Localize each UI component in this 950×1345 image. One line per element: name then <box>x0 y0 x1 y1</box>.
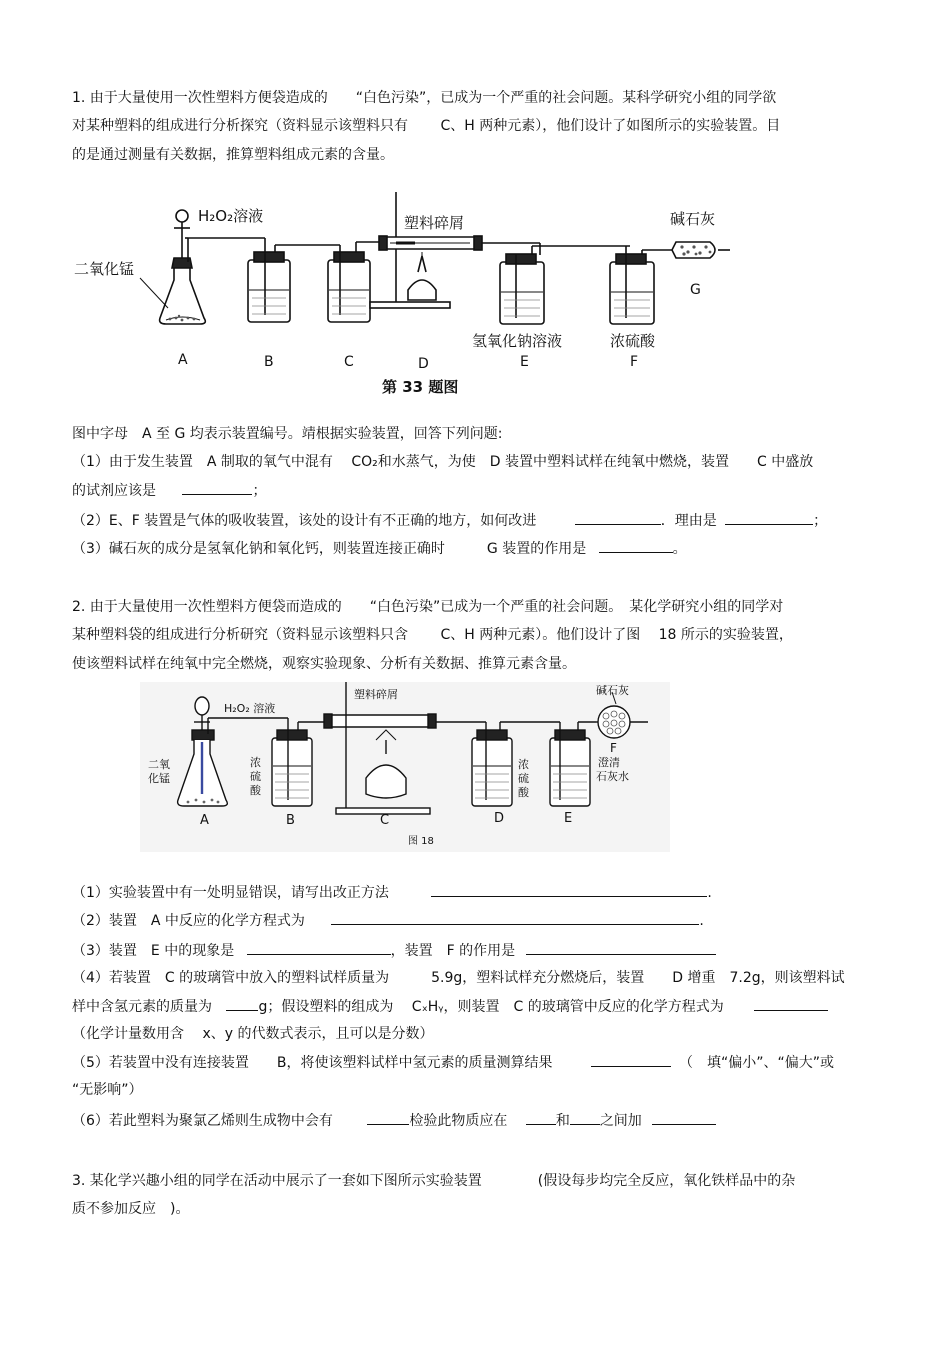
plastic-label: 塑料碎屑 <box>404 214 465 232</box>
q1-apparatus-figure <box>70 190 750 405</box>
h2o2-label-2: H₂O₂ 溶液 <box>224 702 276 715</box>
q2-s2-end: . <box>699 913 704 929</box>
q2-s2-answer-blank[interactable] <box>331 910 699 925</box>
label2-d: D <box>494 811 505 826</box>
q1-figure-caption: 第 33 题图 <box>382 378 459 396</box>
b-acid-label-2: 硫 <box>250 770 261 783</box>
q2-s3-role-blank[interactable] <box>526 940 716 955</box>
q2-s5-line2: “无影响”） <box>72 1082 143 1098</box>
q2-s5-line1 <box>72 1052 882 1073</box>
q2-s2-line <box>72 910 882 931</box>
q2-s4-equation-blank[interactable] <box>754 996 828 1011</box>
label-f: F <box>630 354 639 370</box>
limewater-label-1: 澄清 <box>598 756 620 769</box>
q2-figure-caption: 图 18 <box>408 836 434 847</box>
label-b: B <box>264 354 274 370</box>
sodalime-label: 碱石灰 <box>670 210 716 228</box>
q2-s2-text: （2）装置 A 中反应的化学方程式为 <box>72 913 305 929</box>
q2-s6-text4: 之间加 <box>599 1113 642 1129</box>
q2-s6-product-blank[interactable] <box>367 1110 409 1125</box>
q2-s1-answer-blank[interactable] <box>431 882 707 897</box>
q2-s3-phenomenon-blank[interactable] <box>247 940 391 955</box>
q1-s2-mid: ．理由是 <box>660 513 717 529</box>
q2-s5-text1: （5）若装置中没有连接装置 B，将使该塑料试样中氢元素的质量测算结果 <box>72 1055 553 1071</box>
q1-line-2: 对某种塑料的组成进行分析探究（资料显示该塑料只有 C、H 两种元素），他们设计了如图所示的实验装置。目 <box>72 118 781 134</box>
q3-line-1: 3. 某化学兴趣小组的同学在活动中展示了一套如下图所示实验装置 (假设每步均完全反应，氧化铁样品中的杂 <box>72 1173 796 1189</box>
q1-intro: 图中字母 A 至 G 均表示装置编号。靖根据实验装置，回答下列问题: <box>72 426 503 442</box>
q2-s1-end: . <box>707 885 712 901</box>
label-a: A <box>178 352 188 368</box>
label-e: E <box>520 354 529 370</box>
mno2-label: 二氧化锰 <box>74 260 135 278</box>
d-acid-label-1: 浓 <box>518 758 529 771</box>
mno2-label-2a: 二氧 <box>148 758 170 771</box>
q2-s6-text3: 和 <box>555 1113 570 1129</box>
q2-s6-text2: 检验此物质应在 <box>409 1113 508 1129</box>
q2-s4-mass-blank[interactable] <box>226 996 258 1011</box>
q2-s3-text: （3）装置 E 中的现象是 <box>72 943 235 959</box>
q2-s4-line2 <box>72 996 882 1017</box>
q2-s4-line3: （化学计量数用含 x、y 的代数式表示，且可以是分数） <box>72 1026 434 1042</box>
q1-line-1: 1. 由于大量使用一次性塑料方便袋造成的 “白色污染”，已成为一个严重的社会问题。某科学研究小组的同学欲 <box>72 90 777 106</box>
h2so4-label: 浓硫酸 <box>610 332 656 350</box>
b-acid-label-1: 浓 <box>250 756 261 769</box>
q2-apparatus-figure <box>140 682 670 852</box>
q2-line-2: 某种塑料袋的组成进行分析研究（资料显示该塑料只含 C、H 两种元素）。他们设计了图 18 所示的实验装置， <box>72 627 793 643</box>
q1-s1-text: 的试剂应该是 <box>72 483 156 499</box>
q2-s6-to-blank[interactable] <box>570 1110 600 1125</box>
q2-s3-mid: ，装置 F 的作用是 <box>390 943 516 959</box>
q1-s1-answer-blank[interactable] <box>182 480 252 495</box>
naoh-label: 氢氧化钠溶液 <box>472 332 563 350</box>
q2-s6-text1: （6）若此塑料为聚氯乙烯则生成物中会有 <box>72 1113 333 1129</box>
q2-s5-answer-blank[interactable] <box>591 1052 671 1067</box>
q2-s1-text: （1）实验装置中有一处明显错误，请写出改正方法 <box>72 885 389 901</box>
q1-s2-end: ； <box>813 513 828 529</box>
sodalime-label-2: 碱石灰 <box>596 684 629 697</box>
q2-s5-text2: （ 填“偏小”、“偏大”或 <box>678 1055 834 1071</box>
q1-s3-end: 。 <box>672 541 687 557</box>
q2-line-3: 使该塑料试样在纯氧中完全燃烧，观察实验现象、分析有关数据、推算元素含量。 <box>72 656 576 672</box>
q3-line-2: 质不参加反应 )。 <box>72 1201 190 1217</box>
q2-s4-text1: 样中含氢元素的质量为 <box>72 999 212 1015</box>
q1-s3-answer-blank[interactable] <box>599 538 673 553</box>
funnel-bulb <box>176 210 188 222</box>
q1-s3-line <box>72 538 882 559</box>
q2-s6-from-blank[interactable] <box>526 1110 556 1125</box>
q2-line-1: 2. 由于大量使用一次性塑料方便袋而造成的 “白色污染”已成为一个严重的社会问题。 某化学研究小组的同学对 <box>72 599 784 615</box>
limewater-label-2: 石灰水 <box>596 770 629 783</box>
mno2-label-2b: 化锰 <box>148 772 170 785</box>
q1-s1-line1: （1）由于发生装置 A 制取的氧气中混有 CO₂和水蒸气，为使 D 装置中塑料试样在纯氧中燃烧，装置 C 中盛放 <box>72 454 814 470</box>
q2-s1-line <box>72 882 882 903</box>
d-acid-label-2: 硫 <box>518 772 529 785</box>
label-g: G <box>690 282 701 298</box>
label2-e: E <box>564 811 573 826</box>
plastic-label-2: 塑料碎屑 <box>354 688 398 701</box>
q1-s2-text: （2）E、F 装置是气体的吸收装置，该处的设计有不正确的地方，如何改进 <box>72 513 537 529</box>
label2-f: F <box>610 741 617 755</box>
d-acid-label-3: 酸 <box>518 786 529 799</box>
q2-s4-text2: g；假设塑料的组成为 CₓHᵧ，则装置 C 的玻璃管中反应的化学方程式为 <box>258 999 724 1015</box>
label2-b: B <box>286 813 295 828</box>
q1-s2-improve-blank[interactable] <box>575 510 661 525</box>
q2-s6-reagent-blank[interactable] <box>652 1110 716 1125</box>
q2-s4-line1: （4）若装置 C 的玻璃管中放入的塑料试样质量为 5.9g，塑料试样充分燃烧后，装置 D 增重 7.2g，则该塑料试 <box>72 970 845 986</box>
h2o2-label: H₂O₂溶液 <box>198 207 264 225</box>
q1-s3-text: （3）碱石灰的成分是氢氧化钠和氧化钙，则装置连接正确时 G 装置的作用是 <box>72 541 587 557</box>
q1-s2-line <box>72 510 882 531</box>
q1-s1-line2 <box>72 480 882 501</box>
b-acid-label-3: 酸 <box>250 784 261 797</box>
label2-a: A <box>200 813 209 828</box>
label-d: D <box>418 356 429 372</box>
label2-c: C <box>380 813 390 828</box>
q1-s2-reason-blank[interactable] <box>725 510 813 525</box>
label-c: C <box>344 354 354 370</box>
q1-line-3: 的是通过测量有关数据，推算塑料组成元素的含量。 <box>72 147 394 163</box>
q2-s3-line <box>72 940 882 961</box>
q2-s6-line <box>72 1110 882 1131</box>
q1-s1-end: ； <box>252 483 267 499</box>
